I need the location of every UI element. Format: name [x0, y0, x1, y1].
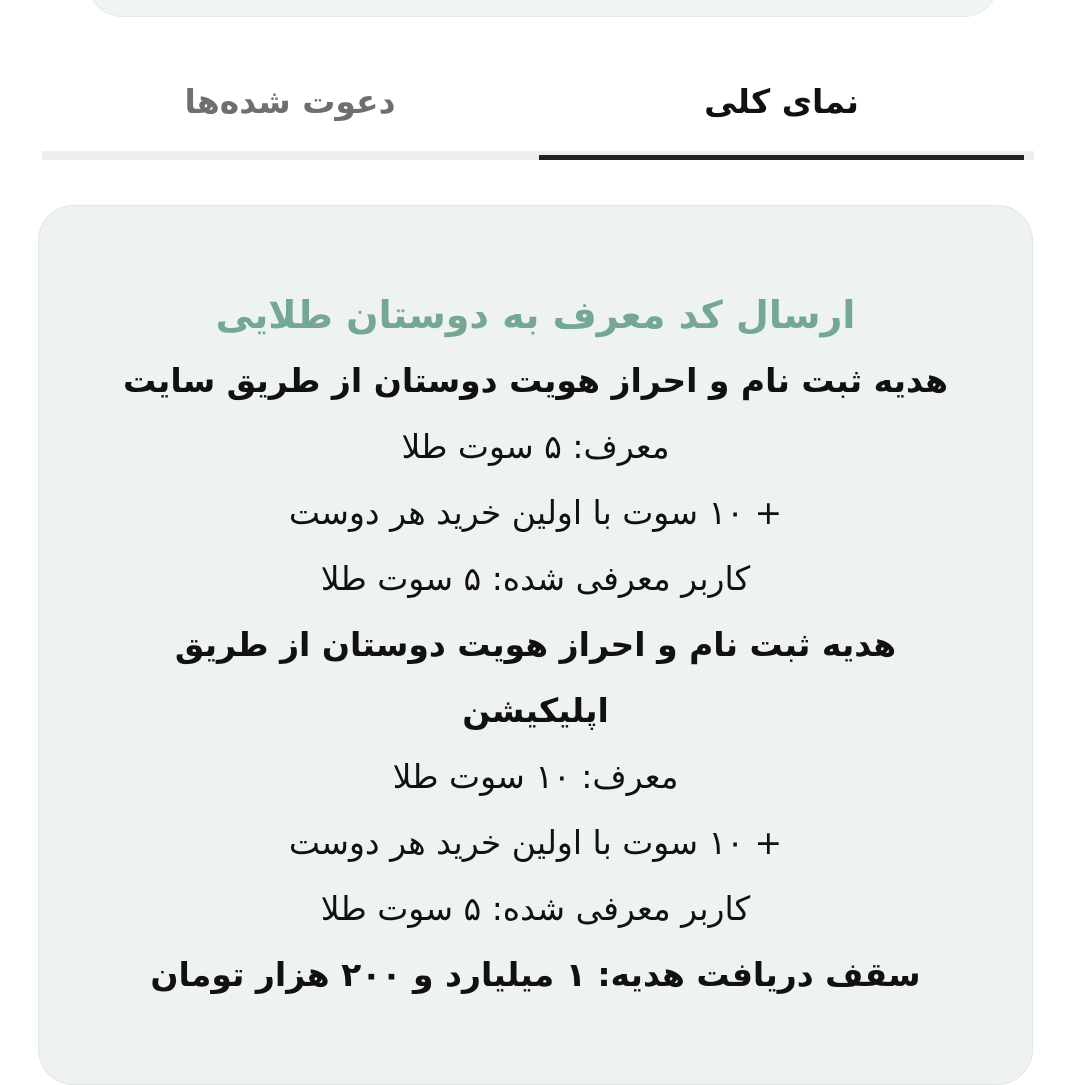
tab-bar: [42, 60, 1034, 166]
card-body: [99, 282, 972, 1008]
app-referred-reward: کاربر معرفی شده: ۵ سوت طلا: [320, 889, 751, 928]
previous-card-edge: [88, 0, 998, 17]
app-purchase-reward: + ۱۰ سوت با اولین خرید هر دوست: [288, 823, 783, 862]
gift-cap: سقف دریافت هدیه: ۱ میلیارد و ۲۰۰ هزار تومان: [150, 955, 921, 994]
site-purchase-reward: + ۱۰ سوت با اولین خرید هر دوست: [288, 493, 783, 532]
card-title: ارسال کد معرف به دوستان طلایی: [215, 293, 856, 337]
site-gift-heading: هدیه ثبت نام و احراز هویت دوستان از طریق سایت: [123, 361, 948, 400]
active-tab-indicator: [539, 155, 1024, 160]
app-gift-heading: هدیه ثبت نام و احراز هویت دوستان از طریق اپلیکیشن: [174, 625, 897, 730]
site-referrer-reward: معرف: ۵ سوت طلا: [401, 427, 670, 466]
tab-invited-label: دعوت شده‌ها: [184, 82, 396, 121]
referral-info-card: [38, 205, 1033, 1085]
app-referrer-reward: معرف: ۱۰ سوت طلا: [392, 757, 679, 796]
site-referred-reward: کاربر معرفی شده: ۵ سوت طلا: [320, 559, 751, 598]
tab-overview-label: نمای کلی: [704, 82, 859, 121]
